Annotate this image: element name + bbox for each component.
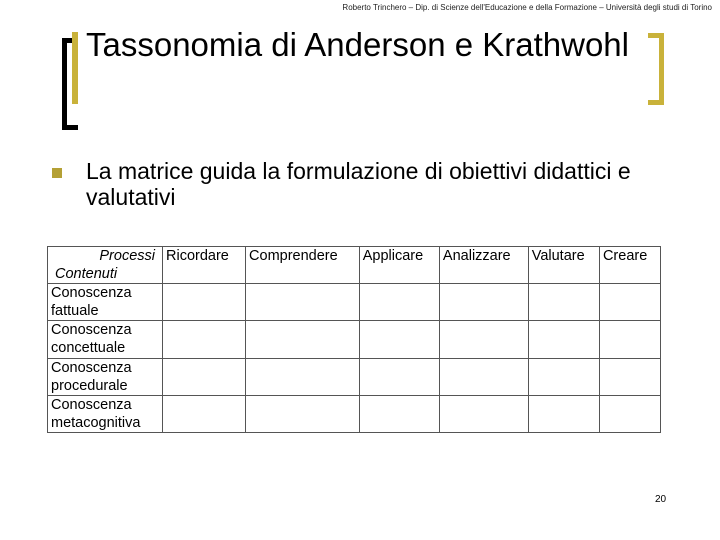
slide-header: Roberto Trinchero – Dip. di Scienze dell'Educazione e della Formazione – Università degli studi di Torino <box>342 3 712 12</box>
column-header-comprendere: Comprendere <box>246 247 360 284</box>
corner-label-processi: Processi <box>99 248 155 264</box>
bullet-square-icon <box>52 168 62 178</box>
column-header-analizzare: Analizzare <box>439 247 528 284</box>
matrix-cell <box>439 358 528 395</box>
matrix-cell <box>599 358 660 395</box>
column-header-ricordare: Ricordare <box>163 247 246 284</box>
matrix-cell <box>528 284 599 321</box>
row-header-fattuale: Conoscenza fattuale <box>48 284 163 321</box>
bullet-text: La matrice guida la formulazione di obiettivi didattici e valutativi <box>86 158 631 210</box>
matrix-cell <box>359 321 439 358</box>
matrix-row <box>48 395 661 432</box>
matrix-cell <box>246 284 360 321</box>
matrix-cell <box>246 358 360 395</box>
matrix-cell <box>439 395 528 432</box>
matrix-cell <box>359 395 439 432</box>
row-header-concettuale: Conoscenza concettuale <box>48 321 163 358</box>
matrix-row <box>48 284 661 321</box>
matrix-row <box>48 358 661 395</box>
matrix-cell <box>599 321 660 358</box>
matrix-header-row <box>48 247 661 284</box>
matrix-cell <box>528 395 599 432</box>
matrix-cell <box>163 321 246 358</box>
column-header-applicare: Applicare <box>359 247 439 284</box>
matrix-cell <box>359 358 439 395</box>
matrix-cell <box>246 395 360 432</box>
matrix-cell <box>163 284 246 321</box>
taxonomy-matrix <box>47 246 661 433</box>
matrix-cell <box>359 284 439 321</box>
corner-label-contenuti: Contenuti <box>55 266 118 282</box>
matrix-cell <box>599 395 660 432</box>
matrix-cell <box>439 284 528 321</box>
matrix-row <box>48 321 661 358</box>
column-header-valutare: Valutare <box>528 247 599 284</box>
matrix-cell <box>528 321 599 358</box>
column-header-creare: Creare <box>599 247 660 284</box>
matrix-corner-cell <box>48 247 163 284</box>
row-header-metacognitiva: Conoscenza metacognitiva <box>48 395 163 432</box>
matrix-cell <box>163 395 246 432</box>
row-header-procedurale: Conoscenza procedurale <box>48 358 163 395</box>
slide-title: Tassonomia di Anderson e Krathwohl <box>86 26 629 63</box>
page-number: 20 <box>655 494 667 505</box>
right-bracket-decoration <box>648 33 664 105</box>
matrix-cell <box>163 358 246 395</box>
matrix-cell <box>599 284 660 321</box>
matrix-cell <box>246 321 360 358</box>
matrix-cell <box>439 321 528 358</box>
matrix-cell <box>528 358 599 395</box>
left-accent-bar <box>72 32 78 104</box>
